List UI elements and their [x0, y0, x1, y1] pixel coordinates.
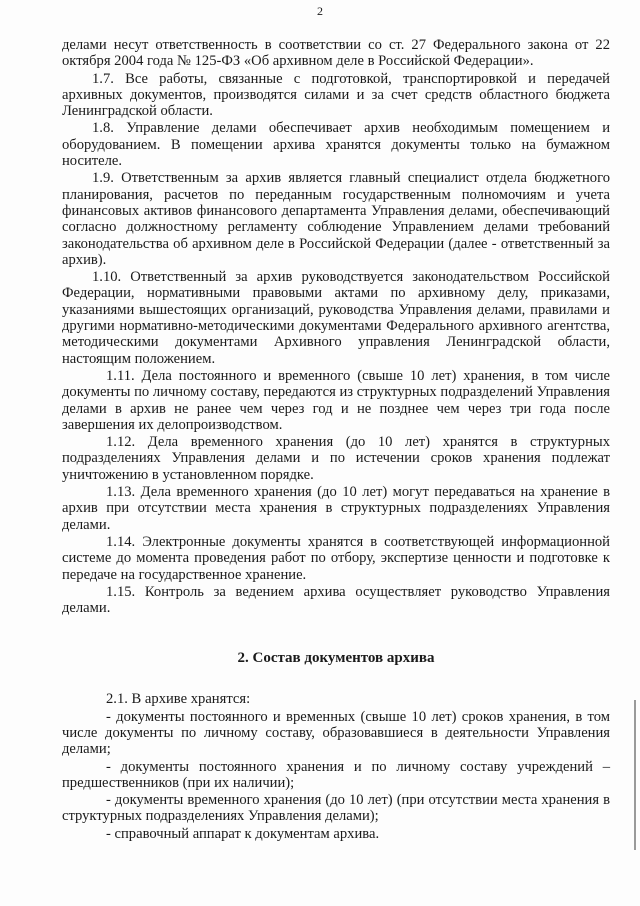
paragraph-continuation: делами несут ответственность в соответствии со ст. 27 Федерального закона от 22 октября 2004 года № 125-ФЗ «Об архивном деле в Российской Федерации». [62, 37, 610, 70]
paragraph-1-8: 1.8. Управление делами обеспечивает архив необходимым помещением и оборудованием. В помещении архива хранятся документы только на бумажном носителе. [62, 120, 610, 170]
paragraph-1-10: 1.10. Ответственный за архив руководствуется законодательством Российской Федерации, нормативными правовыми актами по архивному делу, приказами, указаниями вышестоящих организаций, руководства Управления делами, правилами и другими нормативно-методическими документами Федерального архивного агентства, методическими документами Архивного управления Ленинградской области, настоящим положением. [62, 269, 610, 367]
page-number: 2 [317, 4, 323, 18]
paragraph-2-1: 2.1. В архиве хранятся: [106, 691, 251, 708]
paragraph-1-9: 1.9. Ответственным за архив является главный специалист отдела бюджетного планирования, расчетов по переданным государственным полномочиям и учета финансовых активов финансового департамента Управления делами, обеспечивающий согласно должностному регламенту соблюдение Управлением делами требований законодательства об архивном деле в Российской Федерации (далее - ответственный за архив). [62, 170, 610, 268]
list-item: - документы временного хранения (до 10 лет) (при отсутствии места хранения в структурных подразделениях Управления делами); [62, 792, 610, 825]
paragraph-1-11: 1.11. Дела постоянного и временного (свыше 10 лет) хранения, в том числе документы по личному составу, передаются из структурных подразделений Управления делами в архив не ранее чем через год и не позднее чем через три года после завершения их делопроизводством. [62, 367, 610, 433]
list-item: - документы постоянного хранения и по личному составу учреждений – предшественников (при их наличии); [62, 758, 610, 791]
document-body [62, 37, 610, 842]
paragraph-1-7: 1.7. Все работы, связанные с подготовкой, транспортировкой и передачей архивных документов, производятся силами и за счет средств областного бюджета Ленинградской области. [62, 70, 610, 120]
list-item: - справочный аппарат к документам архива. [106, 825, 380, 842]
paragraph-1-12: 1.12. Дела временного хранения (до 10 лет) хранятся в структурных подразделениях Управления делами и по истечении сроков хранения подлежат уничтожению в установленном порядке. [62, 434, 610, 483]
list-item: - документы постоянного и временных (свыше 10 лет) сроков хранения, в том числе документы по личному составу, образовавшиеся в деятельности Управления делами; [62, 708, 610, 758]
paragraph-1-13: 1.13. Дела временного хранения (до 10 лет) могут передаваться на хранение в архив при отсутствии места хранения в структурных подразделениях Управления делами. [62, 484, 610, 533]
paragraph-1-15: 1.15. Контроль за ведением архива осуществляет руководство Управления делами. [62, 583, 610, 617]
paragraph-1-14: 1.14. Электронные документы хранятся в соответствующей информационной системе до момента проведения работ по отбору, экспертизе ценности и подготовке к передаче на государственное хранение. [62, 533, 610, 583]
scan-edge-mark [634, 700, 636, 850]
section-2-heading: 2. Состав документов архива [237, 650, 435, 667]
